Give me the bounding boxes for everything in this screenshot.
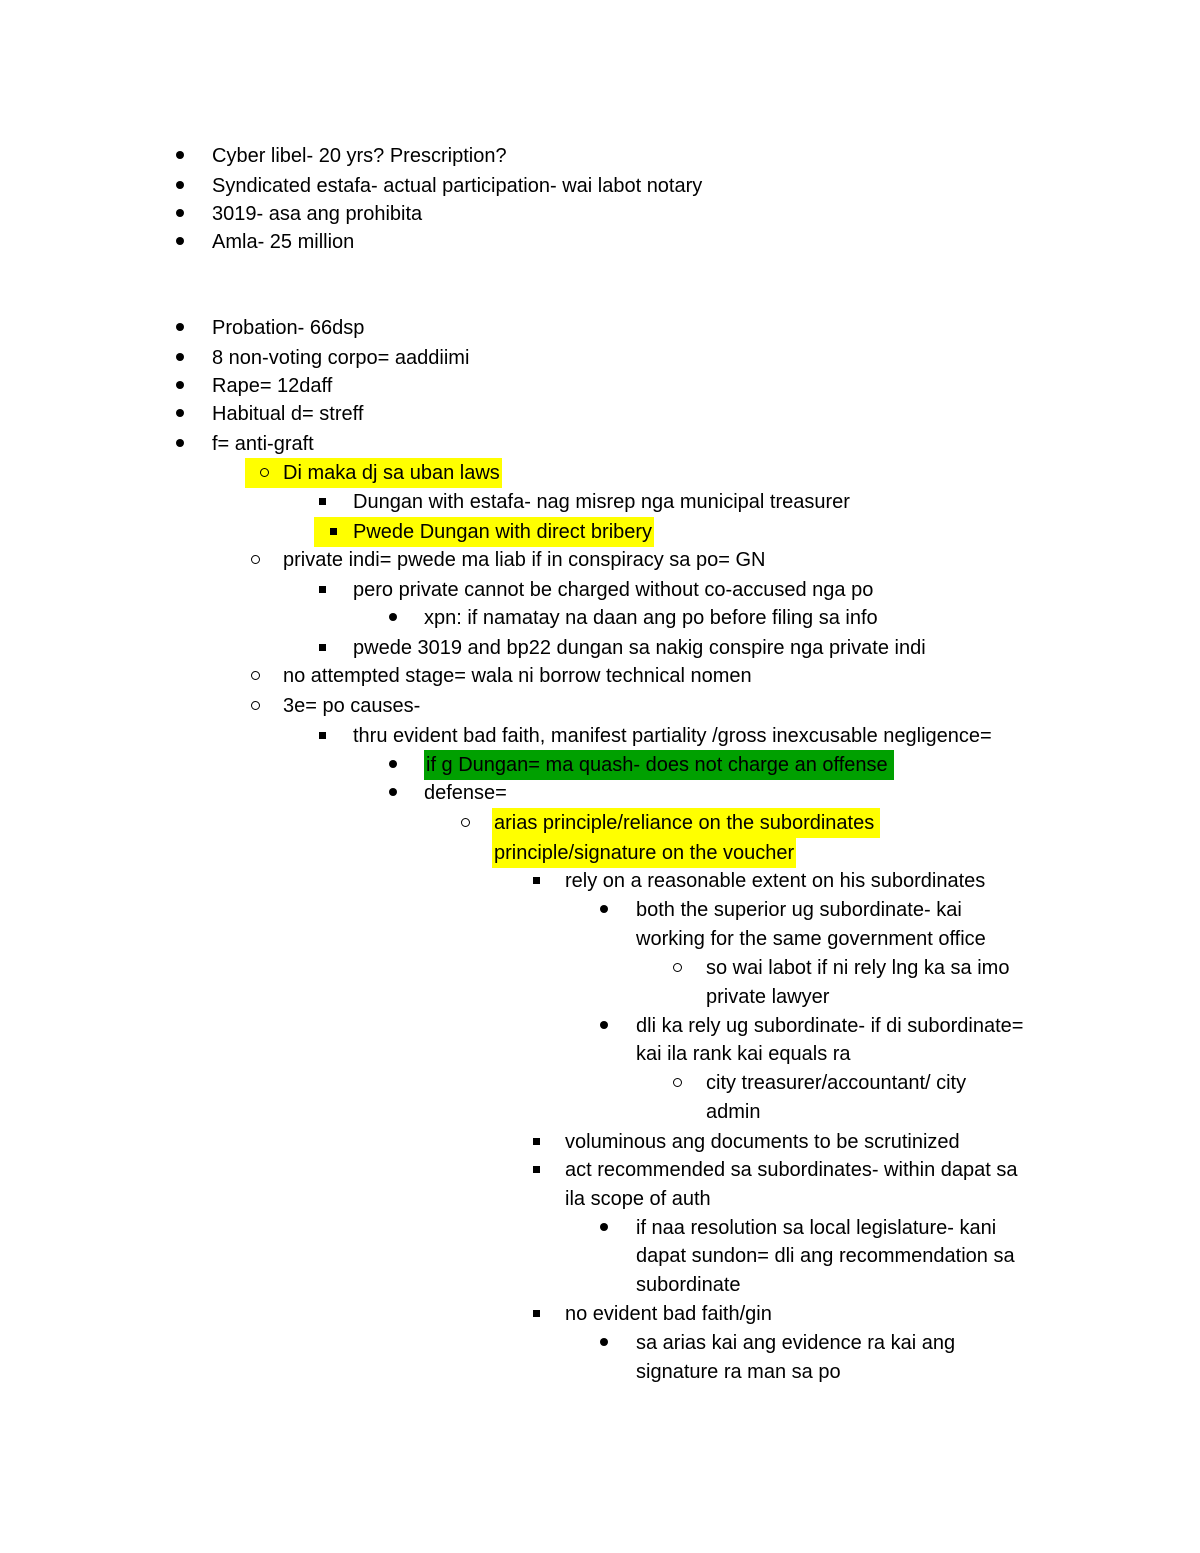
bullet-disc xyxy=(170,399,190,429)
bullet-disc xyxy=(383,603,403,633)
bullet-disc xyxy=(170,141,190,171)
bullet-disc xyxy=(383,778,403,808)
list-item-text: dapat sundon= dli ang recommendation sa xyxy=(636,1245,1015,1267)
list-item-text: Habitual d= streff xyxy=(212,403,364,425)
bullet-square xyxy=(526,1299,546,1329)
bullet-circle xyxy=(245,545,265,575)
list-item-text: subordinate xyxy=(636,1274,741,1296)
list-item-text: Probation- 66dsp xyxy=(212,317,365,339)
list-item-text: working for the same government office xyxy=(636,928,986,950)
bullet-square xyxy=(526,1155,546,1185)
list-item-text: Cyber libel- 20 yrs? Prescription? xyxy=(212,145,507,167)
bullet-disc xyxy=(594,1213,614,1243)
list-item-text: no evident bad faith/gin xyxy=(565,1303,772,1325)
list-item-text: city treasurer/accountant/ city xyxy=(706,1072,967,1094)
bullet-circle xyxy=(667,1068,687,1098)
list-item-text: 8 non-voting corpo= aaddiimi xyxy=(212,347,470,369)
list-item-text: rely on a reasonable extent on his subordinates xyxy=(565,870,986,892)
bullet-circle xyxy=(245,661,265,691)
bullet-circle xyxy=(245,458,283,488)
list-item-text: 3e= po causes- xyxy=(283,695,421,717)
list-item-text: admin xyxy=(706,1101,761,1123)
bullet-disc xyxy=(170,227,190,257)
list-item-text: if naa resolution sa local legislature- kani xyxy=(636,1217,997,1239)
bullet-circle xyxy=(667,953,687,983)
list-item-text: both the superior ug subordinate- kai xyxy=(636,899,962,921)
bullet-disc xyxy=(170,371,190,401)
bullet-disc xyxy=(383,750,403,780)
list-item-text: Rape= 12daff xyxy=(212,375,333,397)
list-item-text: signature ra man sa po xyxy=(636,1361,841,1383)
list-item-text: pwede 3019 and bp22 dungan sa nakig conspire nga private indi xyxy=(353,637,926,659)
list-item-text-highlighted: arias principle/reliance on the subordinates xyxy=(492,808,880,838)
list-item-text: Syndicated estafa- actual participation- wai labot notary xyxy=(212,175,703,197)
list-item-text: 3019- asa ang prohibita xyxy=(212,203,423,225)
bullet-disc xyxy=(170,171,190,201)
list-item-text-highlighted: Pwede Dungan with direct bribery xyxy=(351,517,654,547)
bullet-circle xyxy=(455,808,475,838)
list-item-text: no attempted stage= wala ni borrow technical nomen xyxy=(283,665,752,687)
list-item-text: defense= xyxy=(424,782,507,804)
list-item-text-highlighted: Di maka dj sa uban laws xyxy=(281,458,502,488)
bullet-disc xyxy=(170,343,190,373)
list-item-text: private indi= pwede ma liab if in conspiracy sa po= GN xyxy=(283,549,766,571)
list-item-text: pero private cannot be charged without co-accused nga po xyxy=(353,579,874,601)
bullet-disc xyxy=(594,1328,614,1358)
list-item-text: thru evident bad faith, manifest partiality /gross inexcusable negligence= xyxy=(353,725,992,747)
list-item-text: dli ka rely ug subordinate- if di subordinate= xyxy=(636,1015,1024,1037)
list-item-text: kai ila rank kai equals ra xyxy=(636,1043,851,1065)
bullet-disc xyxy=(170,313,190,343)
list-item-text: Dungan with estafa- nag misrep nga municipal treasurer xyxy=(353,491,850,513)
bullet-disc xyxy=(594,895,614,925)
list-item-text: Amla- 25 million xyxy=(212,231,355,253)
bullet-square xyxy=(312,487,332,517)
bullet-square xyxy=(312,633,332,663)
list-item-text-highlighted: principle/signature on the voucher xyxy=(492,838,796,868)
bullet-square xyxy=(312,721,332,751)
bullet-square xyxy=(526,866,546,896)
list-item-text-highlighted: if g Dungan= ma quash- does not charge an offense xyxy=(424,750,894,780)
bullet-disc xyxy=(170,429,190,459)
bullet-circle xyxy=(245,691,265,721)
list-item-text: so wai labot if ni rely lng ka sa imo xyxy=(706,957,1010,979)
list-item-text: act recommended sa subordinates- within dapat sa xyxy=(565,1159,1018,1181)
bullet-square xyxy=(314,517,353,547)
list-item-text: private lawyer xyxy=(706,986,830,1008)
list-item-text: xpn: if namatay na daan ang po before filing sa info xyxy=(424,607,878,629)
list-item-text: f= anti-graft xyxy=(212,433,314,455)
list-item-text: ila scope of auth xyxy=(565,1188,711,1210)
list-item-text: voluminous ang documents to be scrutinized xyxy=(565,1131,960,1153)
bullet-disc xyxy=(594,1011,614,1041)
list-item-text: sa arias kai ang evidence ra kai ang xyxy=(636,1332,956,1354)
bullet-disc xyxy=(170,199,190,229)
bullet-square xyxy=(312,575,332,605)
bullet-square xyxy=(526,1127,546,1157)
